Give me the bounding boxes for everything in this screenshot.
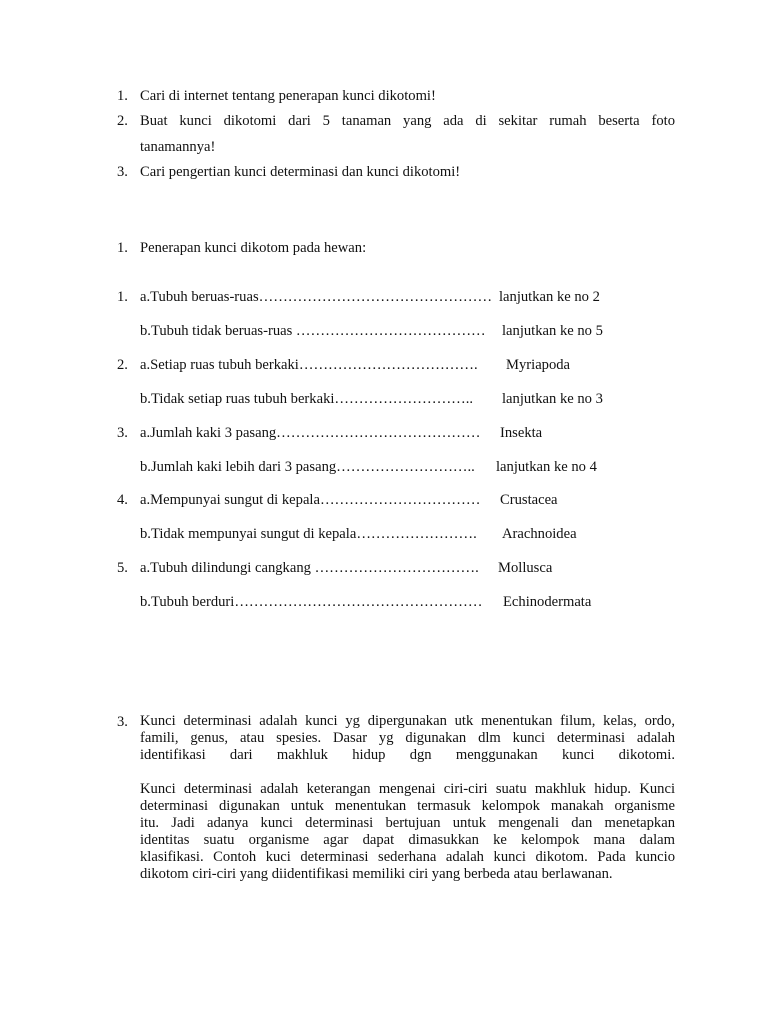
list-number: 1. (117, 240, 128, 256)
key-result: lanjutkan ke no 2 (499, 289, 600, 305)
paragraph-line: itu. Jadi adanya kunci determinasi bertujuan untuk mengenali dan menetapkan (140, 815, 675, 831)
key-characteristic: a.Tubuh beruas-ruas………………………………………… (140, 289, 493, 305)
task-item: Cari pengertian kunci determinasi dan kunci dikotomi! (140, 164, 461, 180)
key-result: lanjutkan ke no 5 (502, 323, 603, 339)
list-number: 4. (117, 492, 128, 508)
list-number: 3. (117, 425, 128, 441)
paragraph-line: dikotom ciri-ciri yang diidentifikasi memiliki ciri yang berbeda atau berlawanan. (140, 866, 613, 882)
paragraph-line: klasifikasi. Contoh kuci determinasi sederhana adalah kunci dikotom. Pada kuncio (140, 849, 675, 865)
paragraph-line: Kunci determinasi adalah kunci yg dipergunakan utk menentukan filum, kelas, ordo, (140, 713, 675, 729)
list-number: 2. (117, 113, 128, 129)
key-characteristic: a.Tubuh dilindungi cangkang ……………………………. (140, 560, 479, 576)
key-characteristic: b.Jumlah kaki lebih dari 3 pasang……………………….. (140, 459, 475, 475)
list-number: 3. (117, 714, 128, 730)
list-number: 3. (117, 164, 128, 180)
list-number: 2. (117, 357, 128, 373)
key-result: Myriapoda (506, 357, 571, 373)
key-result: Echinodermata (503, 594, 592, 610)
key-characteristic: a.Setiap ruas tubuh berkaki………………………………. (140, 357, 478, 373)
paragraph-line: famili, genus, atau spesies. Dasar yg digunakan dlm kunci determinasi adalah (140, 730, 675, 746)
key-characteristic: b.Tidak setiap ruas tubuh berkaki……………………….. (140, 391, 474, 407)
key-characteristic: b.Tidak mempunyai sungut di kepala……………………. (140, 526, 477, 542)
list-number: 5. (117, 560, 128, 576)
key-result: Mollusca (498, 560, 553, 576)
paragraph-line: identitas suatu organisme agar dapat dimasukkan ke kelompok mana dalam (140, 832, 675, 848)
paragraph-line: determinasi digunakan untuk menentukan termasuk kelompok manakah organisme (140, 798, 675, 814)
key-result: lanjutkan ke no 4 (496, 459, 597, 475)
paragraph-line: Kunci determinasi adalah keterangan mengenai ciri-ciri suatu makhluk hidup. Kunci (140, 781, 675, 797)
key-characteristic: a.Mempunyai sungut di kepala…………………………… (140, 492, 481, 508)
section-heading: Penerapan kunci dikotom pada hewan: (140, 240, 367, 256)
key-result: Arachnoidea (502, 526, 577, 542)
key-result: lanjutkan ke no 3 (502, 391, 603, 407)
task-item: Cari di internet tentang penerapan kunci dikotomi! (140, 88, 436, 104)
key-result: Crustacea (500, 492, 558, 508)
paragraph-line: identifikasi dari makhluk hidup dgn menggunakan kunci dikotomi. (140, 747, 675, 763)
key-characteristic: b.Tubuh tidak beruas-ruas ………………………………… (140, 323, 486, 339)
key-characteristic: b.Tubuh berduri…………………………………………… (140, 594, 483, 610)
list-number: 1. (117, 88, 128, 104)
key-characteristic: a.Jumlah kaki 3 pasang…………………………………… (140, 425, 481, 441)
key-result: Insekta (500, 425, 543, 441)
list-number: 1. (117, 289, 128, 305)
task-item-continued: tanamannya! (140, 139, 216, 155)
task-item: Buat kunci dikotomi dari 5 tanaman yang ada di sekitar rumah beserta foto (140, 113, 675, 129)
